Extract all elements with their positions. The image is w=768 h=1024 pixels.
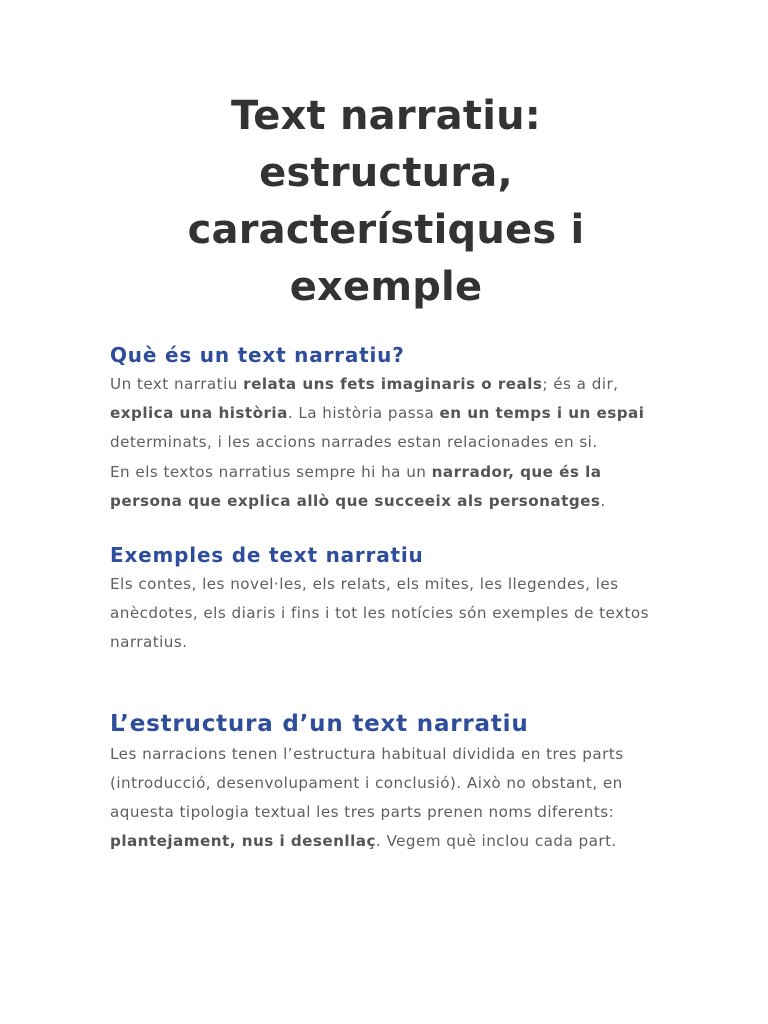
text-run: . Vegem què inclou cada part. <box>375 832 617 851</box>
section-what-is-narrative <box>110 340 662 516</box>
text-run: Un text narratiu <box>110 375 244 393</box>
bold-text: en un temps i un espai <box>439 404 645 423</box>
document-page <box>110 88 662 856</box>
bold-text: explica una història <box>110 404 288 423</box>
text-run: . <box>600 491 606 510</box>
text-run: Els contes, les novel·les, els relats, els mites, les llegendes, les anècdotes, els diaris i fins i tot les notícies són exemples de textos narratius. <box>110 575 650 652</box>
bold-text: plantejament, nus i desenllaç <box>110 832 376 851</box>
section-heading: Què és un text narratiu? <box>110 343 405 367</box>
text-run: Les narracions tenen l’estructura habitual dividida en tres parts (introducció, desenvolupament i conclusió). Això no obstant, en aquesta tipologia textual les tres parts prenen noms diferents: <box>110 744 624 822</box>
page-title: Text narratiu: estructura, característiques i exemple <box>187 93 585 310</box>
paragraph <box>110 370 662 458</box>
section-heading: Exemples de text narratiu <box>110 543 424 568</box>
section-heading: L’estructura d’un text narratiu <box>110 710 529 737</box>
section-examples <box>110 540 662 658</box>
paragraph <box>110 740 662 857</box>
text-run: determinats, i les accions narrades estan relacionades en si. <box>110 433 598 452</box>
paragraph <box>110 570 662 658</box>
bold-text: relata uns fets imaginaris o reals <box>243 375 543 393</box>
section-structure <box>110 708 662 857</box>
text-run: ; és a dir, <box>542 375 619 393</box>
text-run: . La història passa <box>287 404 440 423</box>
text-run: En els textos narratius sempre hi ha un <box>110 462 432 481</box>
bold-text: narrador, que és la persona que explica allò que succeeix als personatges <box>110 462 602 510</box>
paragraph <box>110 458 662 516</box>
